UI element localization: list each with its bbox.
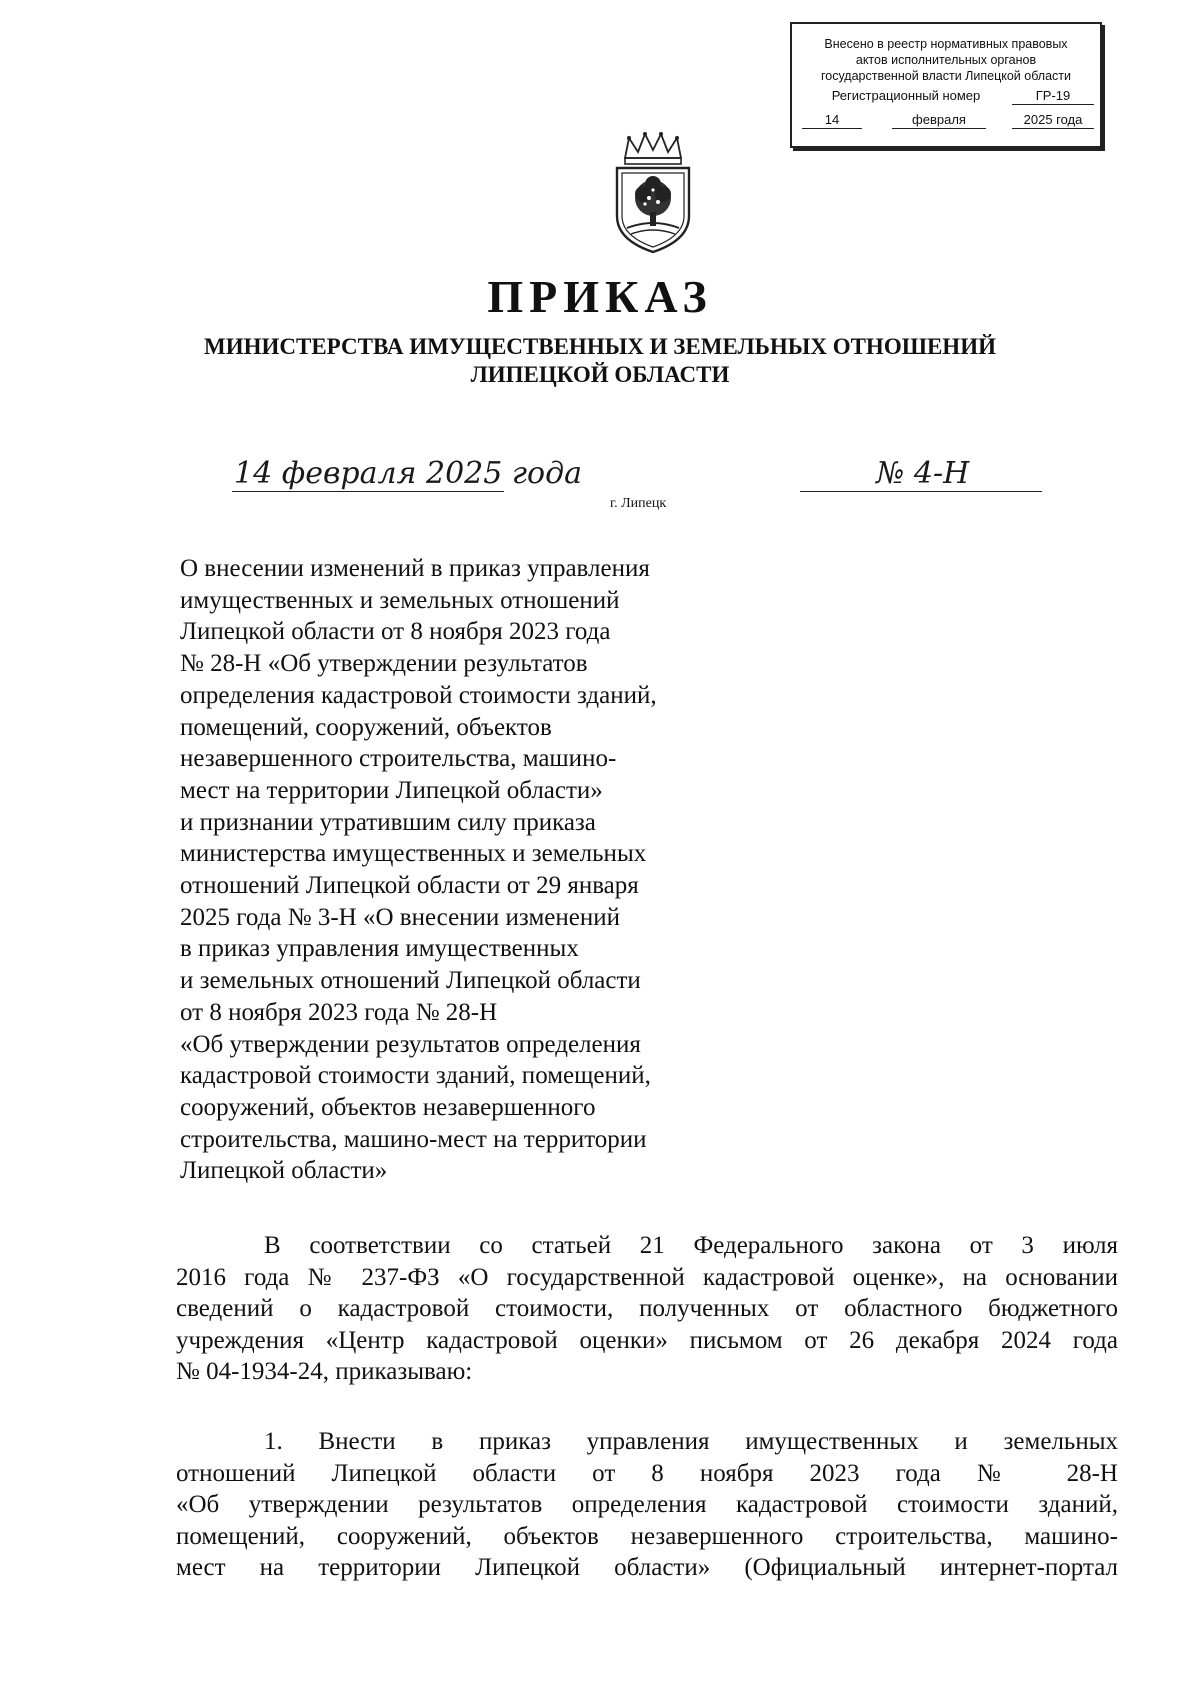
stamp-line-2: актов исполнительных органов [855,53,1037,67]
date-underline [232,491,504,492]
heading-line: О внесении изменений в приказ управления [180,555,650,582]
preamble-line: учреждения «Центр кадастровой оценки» письмом от 26 декабря 2024 года [176,1326,1118,1354]
document-title: ПРИКАЗ [487,271,713,322]
authority-line-1: МИНИСТЕРСТВА ИМУЩЕСТВЕННЫХ И ЗЕМЕЛЬНЫХ ОТНОШЕНИЙ [204,334,996,359]
heading-line: Липецкой области от 8 ноября 2023 года [180,618,611,646]
preamble-line: 2016 года № 237-ФЗ «О государственной кадастровой оценке», на основании [176,1263,1118,1291]
item-1-line: «Об утверждении результатов определения кадастровой стоимости зданий, [176,1491,1118,1518]
heading-line: от 8 ноября 2023 года № 28-Н [180,998,498,1026]
heading-line: помещений, сооружений, объектов [180,713,552,741]
stamp-line-3: государственной власти Липецкой области [820,69,1072,83]
heading-line: и земельных отношений Липецкой области [180,967,641,995]
stamp-reg-number: ГР-19 [1012,88,1094,105]
stamp-month: февраля [892,112,986,129]
preamble-line: В соответствии со статьей 21 Федерального закона от 3 июля [264,1232,1118,1259]
heading-line: определения кадастровой стоимости зданий, [180,681,657,709]
heading-line: сооружений, объектов незавершенного [180,1093,596,1121]
preamble-line: № 04-1934-24, приказываю: [176,1358,473,1385]
item-1-line: мест на территории Липецкой области» (Официальный интернет-портал [176,1554,1118,1581]
heading-line: 2025 года № 3-Н «О внесении изменений [180,903,620,931]
heading-line: «Об утверждении результатов определения [180,1030,641,1058]
preamble-line: сведений о кадастровой стоимости, полученных от областного бюджетного [176,1295,1118,1322]
heading-line: Липецкой области» [180,1157,388,1185]
number-underline [800,491,1042,492]
item-1-line: отношений Липецкой области от 8 ноября 2023 года № 28-Н [176,1459,1118,1487]
order-subject-heading [180,553,740,1187]
issuing-authority [0,333,1200,389]
heading-line: мест на территории Липецкой области» [180,776,603,804]
heading-line: кадастровой стоимости зданий, помещений, [180,1062,651,1090]
authority-line-2: ЛИПЕЦКОЙ ОБЛАСТИ [470,362,730,387]
stamp-line-1: Внесено в реестр нормативных правовых [824,37,1068,51]
handwritten-date: 14 февраля 2025 года [234,456,583,491]
item-1-paragraph [176,1426,1118,1584]
stamp-reg-label: Регистрационный номер [831,88,981,103]
heading-line: министерства имущественных и земельных [180,840,647,868]
coat-of-arms-emblem [611,128,695,256]
heading-line: отношений Липецкой области от 29 января [180,872,639,900]
heading-line: строительства, машино-мест на территории [180,1125,647,1153]
heading-line: и признании утратившим силу приказа [180,808,596,836]
handwritten-order-number: № 4-Н [876,456,970,491]
registry-stamp [790,22,1102,148]
item-1-line: помещений, сооружений, объектов незавершенного строительства, машино- [176,1522,1118,1550]
preamble-paragraph [176,1230,1118,1388]
heading-line: незавершенного строительства, машино- [180,745,617,773]
stamp-year: 2025 года [1012,112,1094,129]
heading-line: в приказ управления имущественных [180,935,579,963]
heading-line: имущественных и земельных отношений [180,586,620,614]
city-label: г. Липецк [610,496,667,511]
stamp-day: 14 [802,112,862,129]
item-1-line: 1. Внести в приказ управления имущественных и земельных [264,1428,1118,1455]
heading-line: № 28-Н «Об утверждении результатов [180,650,588,678]
